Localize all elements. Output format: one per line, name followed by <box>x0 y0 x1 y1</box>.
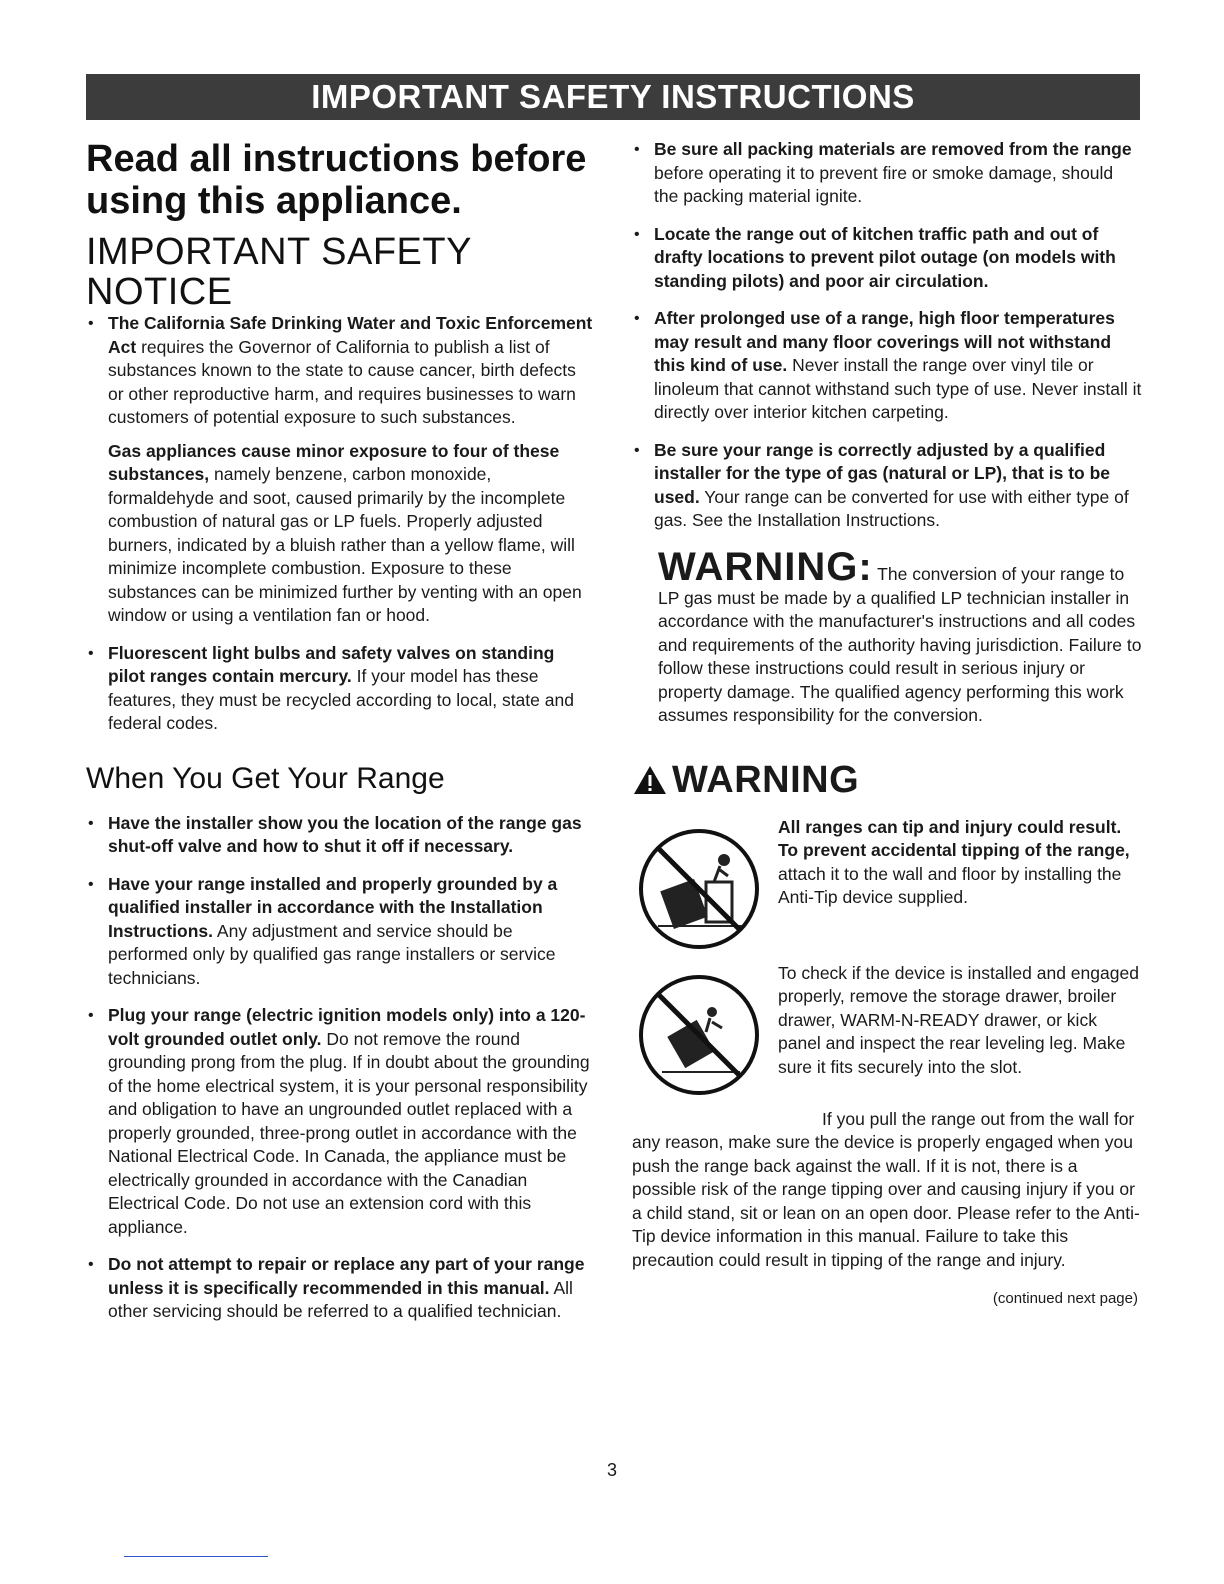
sub-text: namely benzene, carbon monoxide, formaldehyde and soot, caused primarily by the incomplete combustion of natural gas or LP fuels. Properly adjusted burners, indicated by a bluish rather than a yellow flame, will minimize incomplete combustion. Exposure to these substances can be minimized further by venting with an open window or using a ventilation fan or hood. <box>108 464 582 625</box>
list-item <box>86 1253 596 1324</box>
list-item <box>632 439 1142 533</box>
item-text: Never install the range over vinyl tile or linoleum that cannot withstand such type of use. Never install it directly over interior kitchen carpeting. <box>654 355 1142 422</box>
warning-label: WARNING: <box>658 544 873 589</box>
item-bold: Be sure all packing materials are removed from the range <box>654 139 1132 159</box>
list-item <box>86 873 596 991</box>
tip-text-1 <box>778 816 1142 910</box>
list-item <box>86 1004 596 1239</box>
item-text: before operating it to prevent fire or smoke damage, should the packing material ignite. <box>654 162 1114 206</box>
list-item <box>632 138 1142 209</box>
header-banner <box>86 74 1140 120</box>
item-text: All other servicing should be referred to a qualified technician. <box>108 1277 573 1321</box>
item-bold: Do not attempt to repair or replace any part of your range unless it is specifically recommended in this manual. <box>108 1254 585 1298</box>
item-bold: Plug your range (electric ignition models only) into a 120-volt grounded outlet only. <box>108 1005 586 1049</box>
warning-triangle-icon <box>632 764 668 796</box>
tip-warning-header <box>632 760 1142 800</box>
range-list <box>86 812 596 1324</box>
list-item <box>632 307 1142 425</box>
list-item <box>86 812 596 859</box>
item-bold: After prolonged use of a range, high floor temperatures may result and many floor coverings will not withstand this kind of use. <box>654 308 1115 375</box>
left-column <box>86 138 596 1338</box>
right-column <box>632 138 1142 1307</box>
item-bold: The California Safe Drinking Water and Toxic Enforcement Act <box>108 313 593 357</box>
tip-text-2: To check if the device is installed and engaged properly, remove the storage drawer, broiler drawer, WARM-N-READY drawer, or kick panel and inspect the rear leveling leg. Make sure it fits securely into the slot. <box>778 962 1139 1077</box>
list-item <box>86 642 596 736</box>
anti-tip-check-icon <box>636 972 762 1098</box>
lp-conversion-warning <box>658 544 1142 728</box>
sub-bold: Gas appliances cause minor exposure to four of these substances, <box>108 440 560 484</box>
item-text: Any adjustment and service should be performed only by qualified gas range installers or service technicians. <box>108 920 556 988</box>
list-item <box>632 223 1142 294</box>
warning-title: WARNING <box>672 758 860 801</box>
lead-title: Read all instructions before using this appliance. <box>86 138 587 222</box>
item-bold: Be sure your range is correctly adjusted by a qualified installer for the type of gas (natural or LP), that is to be used. <box>654 439 1111 507</box>
tip-text-3: If you pull the range out from the wall for any reason, make sure the device is properly engaged when you push the range back against the wall. If it is not, there is a possible risk of the range tipping over and causing injury if you or a child stand, sit or lean on an open door. Please refer to the Anti-Tip device information in this manual. Failure to take this precaution could result in tipping of the range and injury. <box>632 1108 1140 1270</box>
notice-title: IMPORTANT SAFETY NOTICE <box>86 231 472 313</box>
item-text: requires the Governor of California to publish a list of substances known to the state to cause cancer, birth defects or other reproductive harm, and requires businesses to warn customers of potential exposure to such substances. <box>108 336 576 427</box>
warning-text: The conversion of your range to LP gas must be made by a qualified LP technician installer in accordance with the manufacturer's instructions and all codes and requirements of the authority having jurisdiction. Failure to follow these instructions could result in serious injury or property damage. The qualified agency performing this work assumes responsibility for the conversion. <box>658 563 1142 725</box>
sub-paragraph <box>108 440 596 628</box>
banner-title: IMPORTANT SAFETY INSTRUCTIONS <box>311 78 915 115</box>
item-text: If your model has these features, they must be recycled according to local, state and federal codes. <box>108 666 574 733</box>
notice-list <box>86 312 596 736</box>
continued-note: (continued next page) <box>992 1290 1138 1307</box>
item-bold: Have the installer show you the location of the range gas shut-off valve and how to shut it off if necessary. <box>108 812 582 856</box>
tip-bold: All ranges can tip and injury could result. To prevent accidental tipping of the range, <box>778 816 1130 860</box>
item-bold: Locate the range out of kitchen traffic path and out of drafty locations to prevent pilot outage (on models with standing pilots) and poor air circulation. <box>654 223 1116 291</box>
tip-row-1 <box>632 816 1142 952</box>
item-bold: Have your range installed and properly grounded by a qualified installer in accordance with the Installation Instructions. <box>108 873 558 941</box>
page-number: 3 <box>606 1460 617 1480</box>
item-text: Your range can be converted for use with either type of gas. See the Installation Instructions. <box>654 486 1129 530</box>
list-item <box>86 312 596 628</box>
item-text: Do not remove the round grounding prong from the plug. If in doubt about the grounding of the home electrical system, it is your personal responsibility and obligation to have an ungrounded outlet replaced with a properly grounded, three-prong outlet in accordance with the National Electrical Code. In Canada, the appliance must be electrically grounded in accordance with the Canadian Electrical Code. Do not use an extension cord with this appliance. <box>108 1028 590 1237</box>
footer-rule <box>124 1556 268 1557</box>
install-list <box>632 138 1142 533</box>
tip-body: attach it to the wall and floor by installing the Anti-Tip device supplied. <box>778 863 1122 907</box>
item-bold: Fluorescent light bulbs and safety valves on standing pilot ranges contain mercury. <box>108 642 555 686</box>
tip-row-2 <box>632 962 1142 1098</box>
section-title: When You Get Your Range <box>86 761 445 795</box>
no-tipping-range-icon <box>636 826 762 952</box>
